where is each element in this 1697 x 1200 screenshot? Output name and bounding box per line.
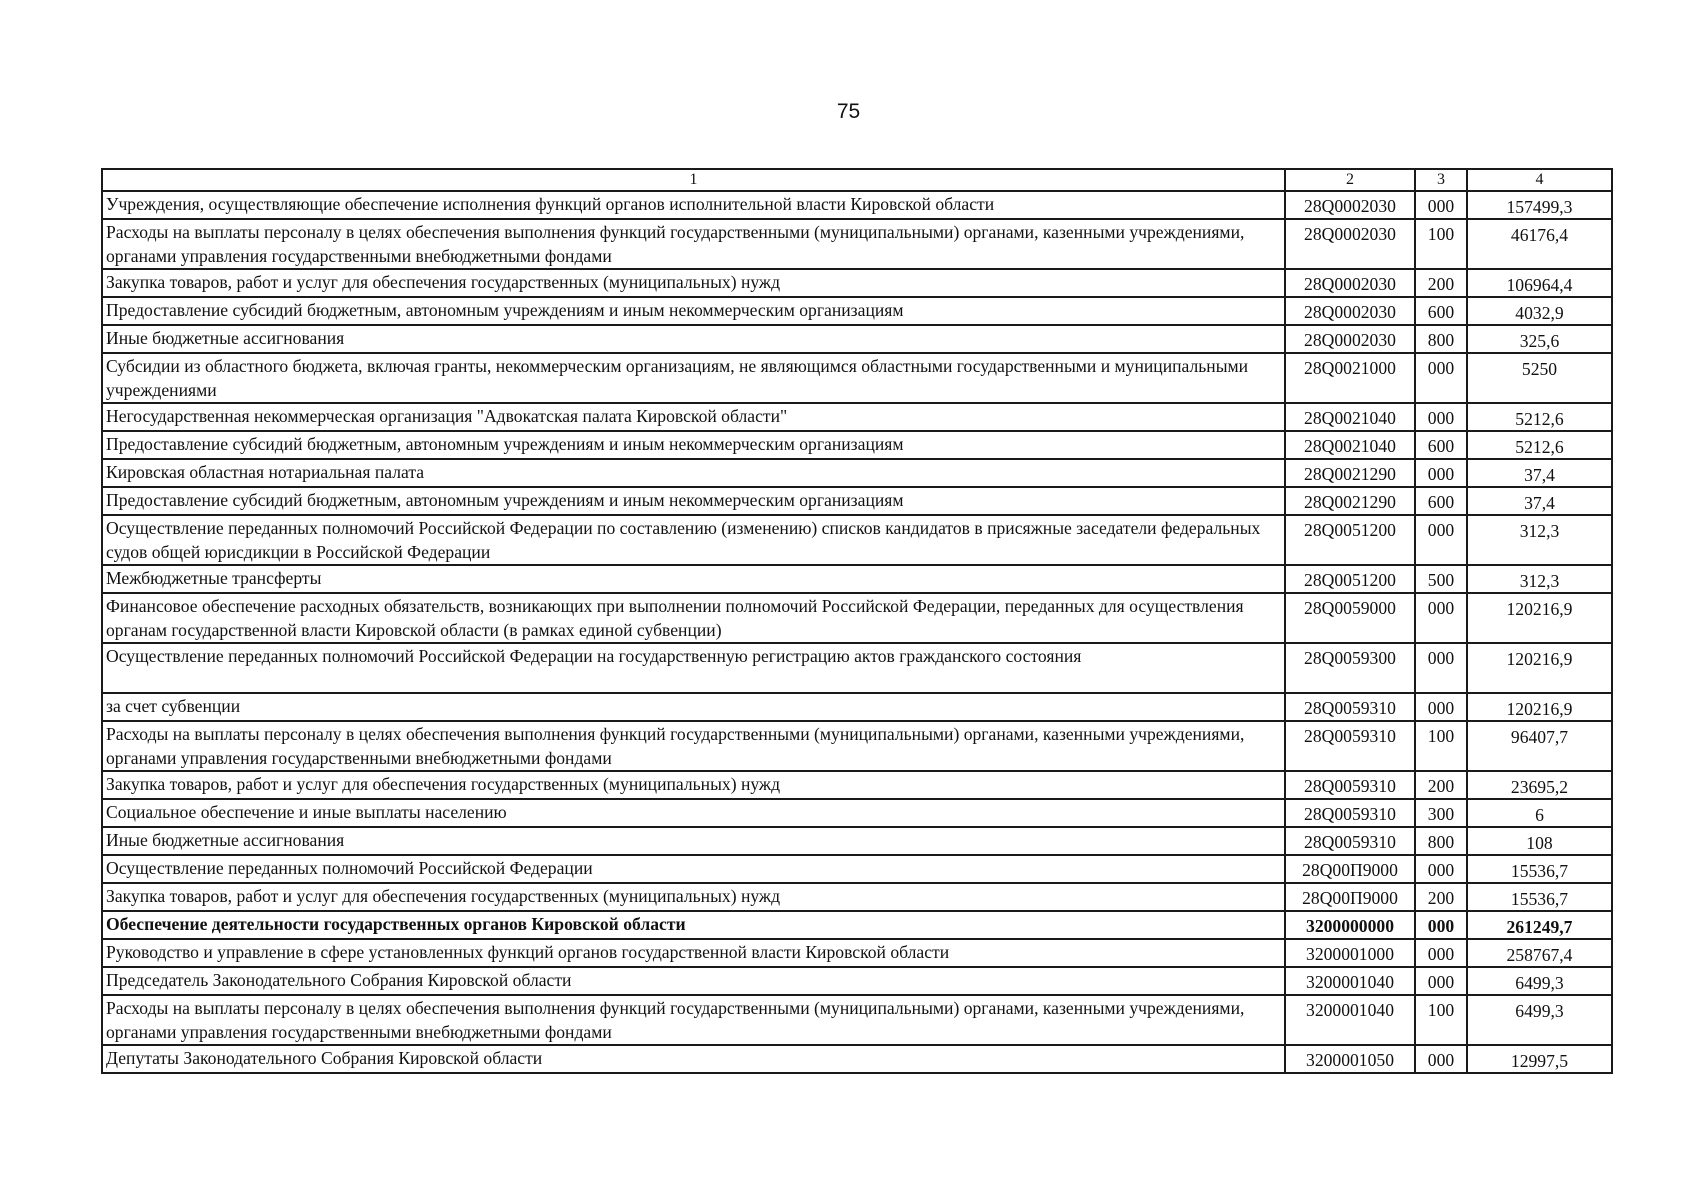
table-row [102, 431, 1612, 459]
table-row [102, 911, 1612, 939]
row-sum-cell: 46176,4 [1467, 219, 1612, 269]
row-name-cell: Иные бюджетные ассигнования [102, 827, 1285, 855]
row-code-cell: 28Q0021040 [1285, 431, 1415, 459]
row-code-cell: 28Q0059310 [1285, 721, 1415, 771]
row-type-cell: 000 [1415, 967, 1467, 995]
row-sum-cell: 120216,9 [1467, 693, 1612, 721]
row-type-cell: 000 [1415, 353, 1467, 403]
row-type-cell: 000 [1415, 515, 1467, 565]
table-row [102, 721, 1612, 771]
table-row [102, 693, 1612, 721]
row-name-cell: Расходы на выплаты персоналу в целях обеспечения выполнения функций государственными (муниципальными) органами, казенными учреждениями, органами управления государственными внебюджетными фондами [102, 219, 1285, 269]
row-code-cell: 28Q0051200 [1285, 515, 1415, 565]
table-row [102, 967, 1612, 995]
table-row [102, 487, 1612, 515]
row-name-cell: Обеспечение деятельности государственных органов Кировской области [102, 911, 1285, 939]
row-sum-cell: 23695,2 [1467, 771, 1612, 799]
row-name-cell: Депутаты Законодательного Собрания Кировской области [102, 1045, 1285, 1073]
row-sum-cell: 5250 [1467, 353, 1612, 403]
row-name-cell: Расходы на выплаты персоналу в целях обеспечения выполнения функций государственными (муниципальными) органами, казенными учреждениями, органами управления государственными внебюджетными фондами [102, 721, 1285, 771]
table-row [102, 515, 1612, 565]
row-code-cell: 3200001040 [1285, 995, 1415, 1045]
row-code-cell: 28Q0002030 [1285, 297, 1415, 325]
header-cell-sum: 4 [1467, 169, 1612, 191]
row-code-cell: 28Q0002030 [1285, 269, 1415, 297]
header-cell-name: 1 [102, 169, 1285, 191]
row-code-cell: 3200001040 [1285, 967, 1415, 995]
row-type-cell: 200 [1415, 883, 1467, 911]
row-name-cell: Руководство и управление в сфере установленных функций органов государственной власти Кировской области [102, 939, 1285, 967]
row-code-cell: 28Q0059000 [1285, 593, 1415, 643]
row-name-cell: за счет субвенции [102, 693, 1285, 721]
row-name-cell: Социальное обеспечение и иные выплаты населению [102, 799, 1285, 827]
row-name-cell: Закупка товаров, работ и услуг для обеспечения государственных (муниципальных) нужд [102, 269, 1285, 297]
row-name-cell: Учреждения, осуществляющие обеспечение исполнения функций органов исполнительной власти Кировской области [102, 191, 1285, 219]
row-name-cell: Осуществление переданных полномочий Российской Федерации на государственную регистрацию актов гражданского состояния [102, 643, 1285, 693]
row-sum-cell: 312,3 [1467, 565, 1612, 593]
row-name-cell: Председатель Законодательного Собрания Кировской области [102, 967, 1285, 995]
row-name-cell: Кировская областная нотариальная палата [102, 459, 1285, 487]
table-row [102, 827, 1612, 855]
row-code-cell: 3200001050 [1285, 1045, 1415, 1073]
row-sum-cell: 15536,7 [1467, 855, 1612, 883]
table-row [102, 219, 1612, 269]
table-row [102, 939, 1612, 967]
row-code-cell: 28Q0021000 [1285, 353, 1415, 403]
row-name-cell: Предоставление субсидий бюджетным, автономным учреждениям и иным некоммерческим организациям [102, 431, 1285, 459]
row-code-cell: 28Q0002030 [1285, 325, 1415, 353]
row-sum-cell: 261249,7 [1467, 911, 1612, 939]
table-row [102, 191, 1612, 219]
table-row [102, 403, 1612, 431]
row-name-cell: Закупка товаров, работ и услуг для обеспечения государственных (муниципальных) нужд [102, 883, 1285, 911]
table-row [102, 1045, 1612, 1073]
row-sum-cell: 15536,7 [1467, 883, 1612, 911]
row-type-cell: 600 [1415, 487, 1467, 515]
row-code-cell: 28Q0059310 [1285, 827, 1415, 855]
row-type-cell: 000 [1415, 855, 1467, 883]
row-type-cell: 300 [1415, 799, 1467, 827]
row-type-cell: 600 [1415, 431, 1467, 459]
table-row [102, 883, 1612, 911]
row-code-cell: 28Q0002030 [1285, 219, 1415, 269]
row-code-cell: 28Q00П9000 [1285, 855, 1415, 883]
row-sum-cell: 325,6 [1467, 325, 1612, 353]
table-row [102, 459, 1612, 487]
row-type-cell: 500 [1415, 565, 1467, 593]
row-sum-cell: 6499,3 [1467, 967, 1612, 995]
row-type-cell: 000 [1415, 939, 1467, 967]
row-sum-cell: 120216,9 [1467, 593, 1612, 643]
row-sum-cell: 106964,4 [1467, 269, 1612, 297]
row-type-cell: 000 [1415, 593, 1467, 643]
row-code-cell: 28Q0059310 [1285, 799, 1415, 827]
header-cell-code: 2 [1285, 169, 1415, 191]
row-sum-cell: 12997,5 [1467, 1045, 1612, 1073]
row-code-cell: 3200001000 [1285, 939, 1415, 967]
row-code-cell: 3200000000 [1285, 911, 1415, 939]
row-type-cell: 100 [1415, 721, 1467, 771]
row-sum-cell: 312,3 [1467, 515, 1612, 565]
row-sum-cell: 157499,3 [1467, 191, 1612, 219]
row-name-cell: Предоставление субсидий бюджетным, автономным учреждениям и иным некоммерческим организациям [102, 297, 1285, 325]
row-type-cell: 100 [1415, 219, 1467, 269]
table-row [102, 995, 1612, 1045]
row-type-cell: 800 [1415, 827, 1467, 855]
row-name-cell: Финансовое обеспечение расходных обязательств, возникающих при выполнении полномочий Российской Федерации, переданных для осуществления органам государственной власти Кировской области (в рамках единой субвенции) [102, 593, 1285, 643]
row-code-cell: 28Q0021290 [1285, 459, 1415, 487]
row-code-cell: 28Q0021290 [1285, 487, 1415, 515]
row-type-cell: 000 [1415, 911, 1467, 939]
table-row [102, 297, 1612, 325]
row-type-cell: 000 [1415, 693, 1467, 721]
row-type-cell: 000 [1415, 643, 1467, 693]
row-type-cell: 000 [1415, 191, 1467, 219]
table-row [102, 771, 1612, 799]
table-row [102, 799, 1612, 827]
row-sum-cell: 5212,6 [1467, 403, 1612, 431]
table-row [102, 643, 1612, 693]
row-sum-cell: 37,4 [1467, 459, 1612, 487]
row-type-cell: 000 [1415, 1045, 1467, 1073]
row-code-cell: 28Q0059300 [1285, 643, 1415, 693]
table-row [102, 565, 1612, 593]
row-name-cell: Иные бюджетные ассигнования [102, 325, 1285, 353]
budget-table [101, 168, 1613, 1074]
row-sum-cell: 6499,3 [1467, 995, 1612, 1045]
row-name-cell: Субсидии из областного бюджета, включая гранты, некоммерческим организациям, не являющимся областными государственными и муниципальными учреждениями [102, 353, 1285, 403]
table-row [102, 269, 1612, 297]
row-code-cell: 28Q0002030 [1285, 191, 1415, 219]
row-name-cell: Осуществление переданных полномочий Российской Федерации [102, 855, 1285, 883]
row-code-cell: 28Q0021040 [1285, 403, 1415, 431]
table-body [102, 191, 1612, 1073]
row-type-cell: 800 [1415, 325, 1467, 353]
table-row [102, 353, 1612, 403]
table-row [102, 593, 1612, 643]
row-type-cell: 200 [1415, 771, 1467, 799]
row-name-cell: Межбюджетные трансферты [102, 565, 1285, 593]
row-sum-cell: 6 [1467, 799, 1612, 827]
row-type-cell: 600 [1415, 297, 1467, 325]
row-code-cell: 28Q00П9000 [1285, 883, 1415, 911]
row-sum-cell: 96407,7 [1467, 721, 1612, 771]
row-name-cell: Негосударственная некоммерческая организация "Адвокатская палата Кировской области" [102, 403, 1285, 431]
row-sum-cell: 37,4 [1467, 487, 1612, 515]
row-code-cell: 28Q0051200 [1285, 565, 1415, 593]
row-name-cell: Осуществление переданных полномочий Российской Федерации по составлению (изменению) списков кандидатов в присяжные заседатели федеральных судов общей юрисдикции в Российской Федерации [102, 515, 1285, 565]
page-number: 75 [836, 100, 861, 123]
row-type-cell: 200 [1415, 269, 1467, 297]
row-code-cell: 28Q0059310 [1285, 771, 1415, 799]
row-type-cell: 000 [1415, 459, 1467, 487]
row-type-cell: 100 [1415, 995, 1467, 1045]
row-sum-cell: 4032,9 [1467, 297, 1612, 325]
row-sum-cell: 258767,4 [1467, 939, 1612, 967]
row-type-cell: 000 [1415, 403, 1467, 431]
row-sum-cell: 5212,6 [1467, 431, 1612, 459]
table-row [102, 325, 1612, 353]
header-row [102, 169, 1612, 191]
row-sum-cell: 120216,9 [1467, 643, 1612, 693]
row-name-cell: Предоставление субсидий бюджетным, автономным учреждениям и иным некоммерческим организациям [102, 487, 1285, 515]
row-name-cell: Расходы на выплаты персоналу в целях обеспечения выполнения функций государственными (муниципальными) органами, казенными учреждениями, органами управления государственными внебюджетными фондами [102, 995, 1285, 1045]
row-sum-cell: 108 [1467, 827, 1612, 855]
row-code-cell: 28Q0059310 [1285, 693, 1415, 721]
header-cell-type: 3 [1415, 169, 1467, 191]
table-row [102, 855, 1612, 883]
row-name-cell: Закупка товаров, работ и услуг для обеспечения государственных (муниципальных) нужд [102, 771, 1285, 799]
